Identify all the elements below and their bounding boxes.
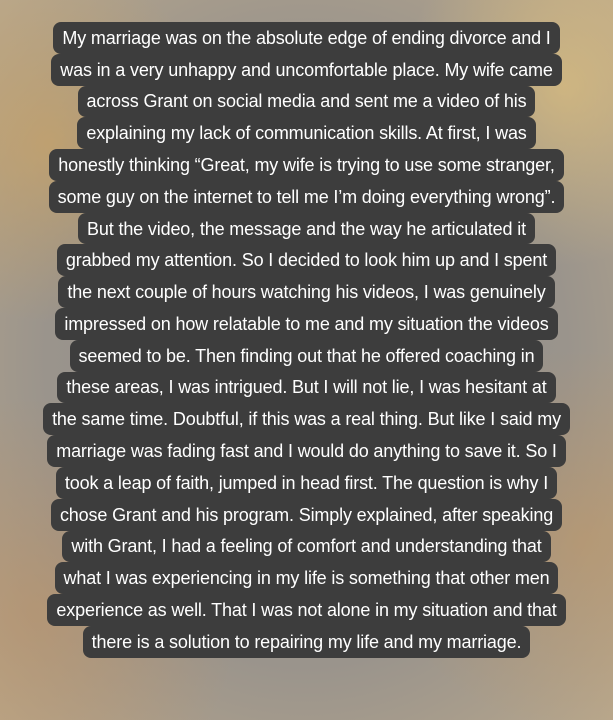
testimonial-line: marriage was fading fast and I would do anything to save it. So I: [47, 435, 566, 467]
testimonial-line: took a leap of faith, jumped in head first. The question is why I: [56, 467, 557, 499]
testimonial-line: the same time. Doubtful, if this was a real thing. But like I said my: [43, 403, 570, 435]
testimonial-line: chose Grant and his program. Simply explained, after speaking: [51, 499, 562, 531]
testimonial-line: what I was experiencing in my life is something that other men: [55, 562, 559, 594]
testimonial-line: across Grant on social media and sent me a video of his: [78, 86, 536, 118]
testimonial-line: there is a solution to repairing my life and my marriage.: [83, 626, 531, 658]
testimonial-line: was in a very unhappy and uncomfortable place. My wife came: [51, 54, 561, 86]
testimonial-line: these areas, I was intrigued. But I will not lie, I was hesitant at: [57, 372, 555, 404]
testimonial-line: the next couple of hours watching his videos, I was genuinely: [58, 276, 554, 308]
testimonial-line: experience as well. That I was not alone in my situation and that: [47, 594, 565, 626]
testimonial-line: My marriage was on the absolute edge of ending divorce and I: [53, 22, 559, 54]
testimonial-line: honestly thinking “Great, my wife is trying to use some stranger,: [49, 149, 563, 181]
testimonial-line: some guy on the internet to tell me I’m doing everything wrong”.: [49, 181, 565, 213]
testimonial-line: impressed on how relatable to me and my situation the videos: [55, 308, 557, 340]
testimonial-line: seemed to be. Then finding out that he offered coaching in: [70, 340, 544, 372]
testimonial-line: But the video, the message and the way he articulated it: [78, 213, 535, 245]
testimonial-line: explaining my lack of communication skills. At first, I was: [77, 117, 535, 149]
testimonial-line: with Grant, I had a feeling of comfort and understanding that: [62, 531, 550, 563]
testimonial-text-block: [28, 22, 585, 702]
testimonial-line: grabbed my attention. So I decided to look him up and I spent: [57, 244, 556, 276]
